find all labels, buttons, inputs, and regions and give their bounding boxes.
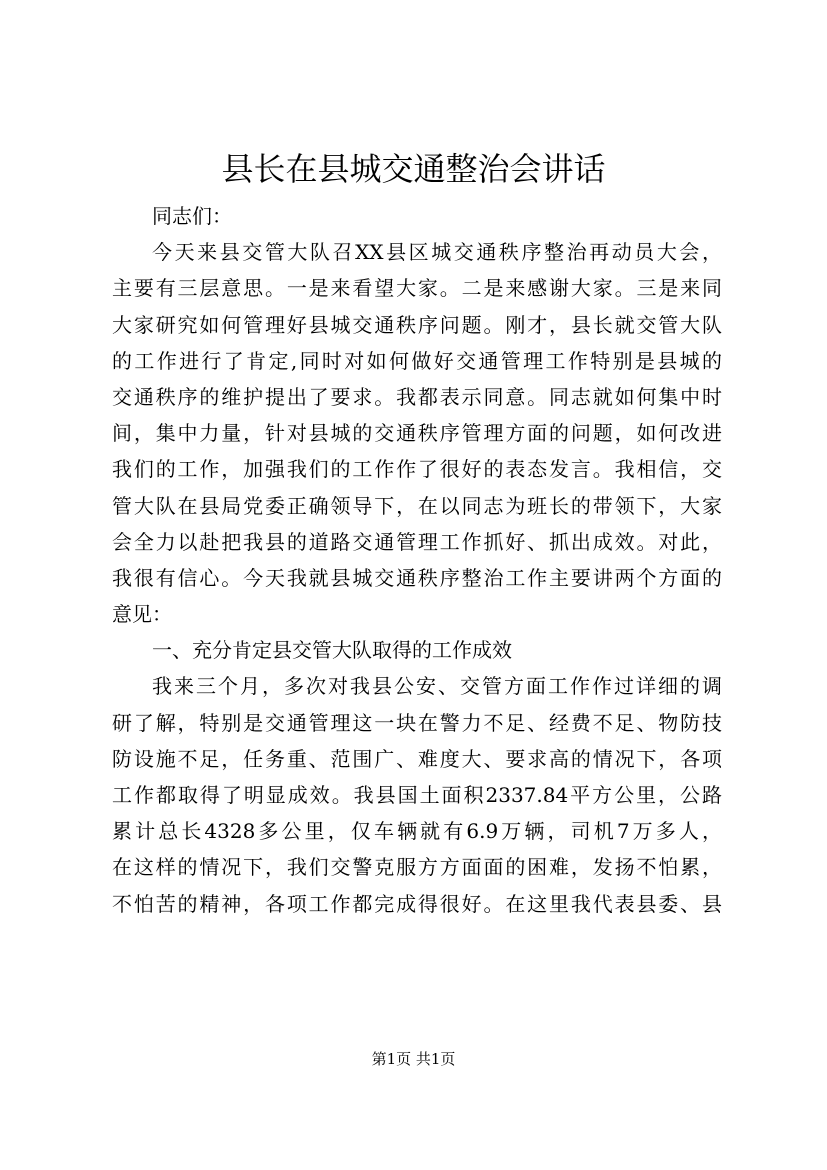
body-line: 我来三个月，多次对我县公安、交管方面工作作过详细的调 [152, 674, 722, 699]
document-body [112, 198, 722, 922]
page-footer: 第1页 共1页 [371, 1050, 456, 1068]
body-line: 意见： [112, 602, 172, 627]
body-line: 今天来县交管大队召XX县区城交通秩序整治再动员大会， [152, 240, 722, 265]
body-line: 在这样的情况下，我们交警克服方方面面的困难，发扬不怕累， [112, 855, 722, 880]
salutation-line: 同志们： [152, 204, 232, 228]
body-line: 我很有信心。今天我就县城交通秩序整治工作主要讲两个方面的 [112, 565, 722, 590]
body-line: 管大队在县局党委正确领导下，在以同志为班长的带领下，大家 [112, 493, 722, 518]
body-line: 防设施不足，任务重、范围广、难度大、要求高的情况下，各项 [112, 746, 722, 771]
body-line: 会全力以赴把我县的道路交通管理工作抓好、抓出成效。对此， [112, 529, 722, 554]
body-line: 大家研究如何管理好县城交通秩序问题。刚才，县长就交管大队 [112, 312, 722, 337]
body-line: 交通秩序的维护提出了要求。我都表示同意。同志就如何集中时 [112, 384, 722, 409]
body-line: 不怕苦的精神，各项工作都完成得很好。在这里我代表县委、县 [112, 891, 722, 916]
body-line: 工作都取得了明显成效。我县国土面积2337.84平方公里，公路 [112, 783, 722, 807]
body-line: 累计总长4328多公里，仅车辆就有6.9万辆，司机7万多人， [112, 819, 722, 844]
body-line: 的工作进行了肯定,同时对如何做好交通管理工作特别是县城的 [112, 348, 722, 373]
body-line: 主要有三层意思。一是来看望大家。二是来感谢大家。三是来同 [112, 276, 722, 301]
section-heading: 一、充分肯定县交管大队取得的工作成效 [152, 638, 512, 663]
body-line: 我们的工作，加强我们的工作作了很好的表态发言。我相信，交 [112, 457, 722, 482]
body-line: 间，集中力量，针对县城的交通秩序管理方面的问题，如何改进 [112, 421, 722, 446]
body-line: 研了解，特别是交通管理这一块在警力不足、经费不足、物防技 [112, 710, 722, 735]
document-title: 县长在县城交通整治会讲话 [221, 150, 606, 188]
